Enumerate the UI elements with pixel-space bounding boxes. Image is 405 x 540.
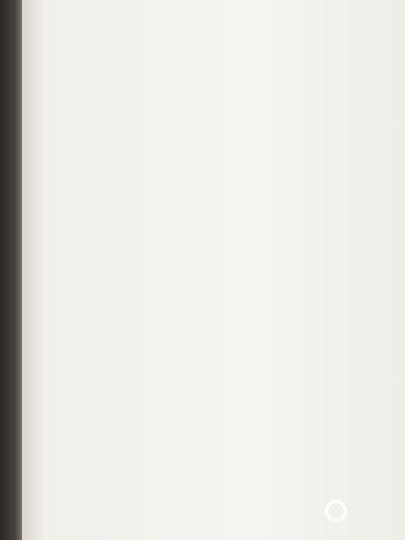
book-spine-shadow [0,0,22,540]
avito-logo-icon [325,500,347,522]
faded-heading [236,4,405,15]
avito-watermark [325,497,405,531]
faded-page-number [34,16,405,27]
book-page [22,0,405,540]
